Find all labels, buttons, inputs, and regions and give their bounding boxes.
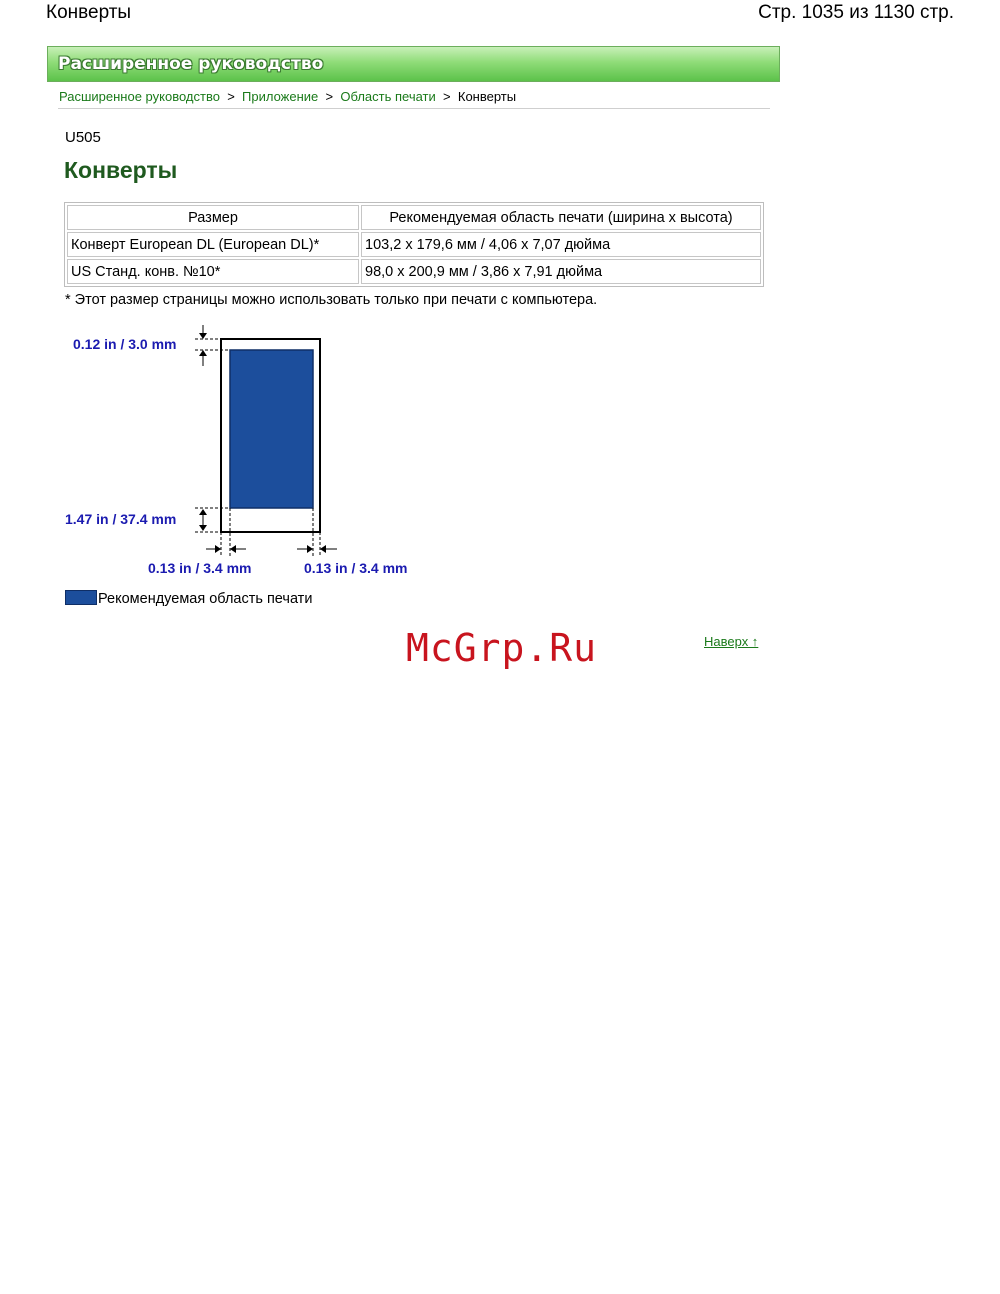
dim-top-margin: 0.12 in / 3.0 mm	[73, 336, 177, 352]
arrow-down-icon	[199, 333, 207, 339]
page-title: Конверты	[64, 157, 178, 183]
page-number: Стр. 1035 из 1130 стр.	[758, 2, 954, 23]
dim-left-margin: 0.13 in / 3.4 mm	[148, 560, 252, 576]
legend-label: Рекомендуемая область печати	[98, 591, 313, 607]
print-area-diagram	[0, 0, 1000, 620]
arrow-right-icon	[307, 545, 313, 553]
arrow-down-icon	[199, 525, 207, 531]
arrow-right-icon	[215, 545, 221, 553]
footnote: * Этот размер страницы можно использовать только при печати с компьютера.	[65, 292, 598, 308]
breadcrumb-link-guide[interactable]: Расширенное руководство	[59, 89, 220, 104]
table-cell-size: US Станд. конв. №10*	[67, 259, 359, 284]
legend-swatch	[65, 590, 97, 605]
table-cell-print-area: 98,0 x 200,9 мм / 3,86 x 7,91 дюйма	[361, 259, 761, 284]
table-cell-size: Конверт European DL (European DL)*	[67, 232, 359, 257]
table-header-print-area: Рекомендуемая область печати (ширина x высота)	[361, 205, 761, 230]
breadcrumb-link-print-area[interactable]: Область печати	[340, 89, 436, 104]
print-area-rect	[230, 350, 313, 508]
arrow-up-icon	[199, 509, 207, 515]
breadcrumb-separator: >	[325, 89, 334, 104]
document-code: U505	[65, 129, 101, 146]
banner-title: Расширенное руководство	[58, 54, 324, 74]
breadcrumb-separator: >	[443, 89, 451, 104]
table-cell-print-area: 103,2 x 179,6 мм / 4,06 x 7,07 дюйма	[361, 232, 761, 257]
breadcrumb-separator: >	[227, 89, 235, 104]
page-header-title: Конверты	[46, 2, 132, 23]
watermark-text: McGrp.Ru	[406, 626, 598, 670]
breadcrumb-link-appendix[interactable]: Приложение	[242, 89, 319, 104]
dim-right-margin: 0.13 in / 3.4 mm	[304, 560, 408, 576]
arrow-left-icon	[320, 545, 326, 553]
arrow-left-icon	[230, 545, 236, 553]
dim-bottom-margin: 1.47 in / 37.4 mm	[65, 511, 177, 527]
arrow-up-icon	[199, 350, 207, 356]
back-to-top-link[interactable]: Наверх ↑	[704, 634, 759, 649]
breadcrumb-current: Конверты	[457, 89, 517, 104]
table-header-size: Размер	[67, 205, 359, 230]
